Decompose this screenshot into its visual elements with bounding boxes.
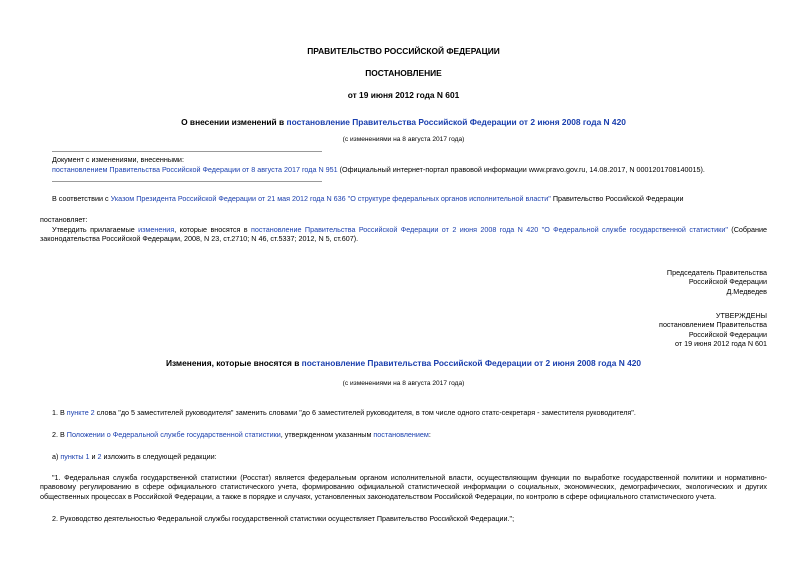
resolution-link[interactable]: постановлением	[373, 430, 429, 439]
changes-box-label: Документ с изменениями, внесенными:	[52, 155, 184, 164]
approved-title: УТВЕРЖДЕНЫ	[715, 311, 767, 320]
changes-revision-note: (с изменениями на 8 августа 2017 года)	[342, 380, 465, 387]
document-date: от 19 июня 2012 года N 601	[347, 90, 460, 100]
signature-name: Д.Медведев	[726, 286, 767, 296]
title-link[interactable]: постановление Правительства Российской Федерации от 2 июня 2008 года N 420	[286, 117, 626, 127]
changes-title-prefix: Изменения, которые вносятся в	[165, 358, 302, 368]
approved-date: от 19 июня 2012 года N 601	[674, 339, 767, 349]
divider-bottom	[52, 181, 322, 182]
approved-by: постановлением Правительства	[659, 320, 767, 330]
item-1-text-a: 1. В	[52, 408, 67, 417]
decree-text-1: Утвердить прилагаемые	[52, 225, 139, 234]
regulation-link[interactable]: Положении о Федеральной службе государственной статистики	[66, 430, 281, 439]
decree-text-2: , которые вносятся в	[174, 225, 252, 234]
divider-top	[52, 151, 322, 152]
item-a-text-c: изложить в следующей редакции:	[101, 452, 217, 461]
document-title	[0, 117, 807, 128]
approved-block	[560, 311, 767, 348]
changes-link[interactable]: изменения	[138, 225, 175, 234]
item-2	[52, 430, 767, 439]
preamble-prefix: В соответствии с	[52, 194, 111, 203]
quoted-paragraph-2: 2. Руководство деятельностью Федеральной службы государственной статистики осуществляет Правительство Российской Федерации.";	[52, 514, 515, 523]
preamble-suffix: Правительство Российской Федерации	[550, 194, 684, 203]
point-2-link[interactable]: 2	[97, 452, 102, 461]
amendment-link[interactable]: постановлением Правительства Российской Федерации от 8 августа 2017 года N 951	[52, 165, 338, 174]
document-type: ПОСТАНОВЛЕНИЕ	[365, 68, 442, 78]
presidential-decree-link[interactable]: Указом Президента Российской Федерации от 21 мая 2012 года N 636 "О структуре федеральных органов исполнительной власти"	[110, 194, 551, 203]
item-a	[52, 452, 767, 461]
approved-country: Российской Федерации	[688, 329, 767, 339]
title-prefix: О внесении изменений в	[181, 117, 287, 127]
decree-word: постановляет:	[40, 215, 88, 224]
item-1-text-b: слова "до 5 заместителей руководителя" заменить словами "до 6 заместителей руководителя, в том числе одного статс-секретаря - заместителя руководителя".	[94, 408, 636, 417]
item-a-text-a: а)	[52, 452, 61, 461]
signature-block	[560, 268, 767, 296]
decree-text-3: (Собрание законодательства Российской Федерации, 2008, N 23, ст.2710; N 46, ст.5337; 2012, N 5, ст.607).	[40, 225, 767, 244]
item-1-link[interactable]: пункте 2	[66, 408, 95, 417]
preamble	[52, 194, 767, 203]
revision-note: (с изменениями на 8 августа 2017 года)	[342, 136, 465, 143]
resolution-420-link[interactable]: постановление Правительства Российской Федерации от 2 июня 2008 года N 420 "О Федеральной службе государственной статистики"	[251, 225, 728, 234]
government-heading: ПРАВИТЕЛЬСТВО РОССИЙСКОЙ ФЕДЕРАЦИИ	[307, 46, 500, 56]
changes-title-link[interactable]: постановление Правительства Российской Федерации от 2 июня 2008 года N 420	[301, 358, 642, 368]
decree-paragraph	[40, 225, 767, 244]
changes-title	[0, 358, 807, 369]
item-2-text-b: , утвержденном указанным	[280, 430, 374, 439]
amendment-source: (Официальный интернет-портал правовой информации www.pravo.gov.ru, 14.08.2017, N 0001201708140015).	[337, 165, 705, 174]
item-2-text-c: :	[428, 430, 431, 439]
item-2-text-a: 2. В	[52, 430, 67, 439]
changes-box-line	[52, 165, 767, 174]
quoted-paragraph-1: "1. Федеральная служба государственной статистики (Росстат) является федеральным органом исполнительной власти, осуществляющим функции по выработке государственной политики и нормативно-правовому регулированию в сфере официального статистического учета, формированию официальной статистической информации о социальных, экономических, демографических, экологических и других общественных процессах в Российской Федерации, а также в порядке и случаях, установленных законодательством Российской Федерации, по контролю в сфере официального статистического учета.	[40, 473, 767, 501]
point-1-link[interactable]: пункты 1	[60, 452, 90, 461]
item-1	[52, 408, 767, 417]
item-a-text-b: и	[89, 452, 98, 461]
signature-position: Председатель Правительства	[666, 268, 767, 277]
signature-country: Российской Федерации	[688, 277, 767, 287]
